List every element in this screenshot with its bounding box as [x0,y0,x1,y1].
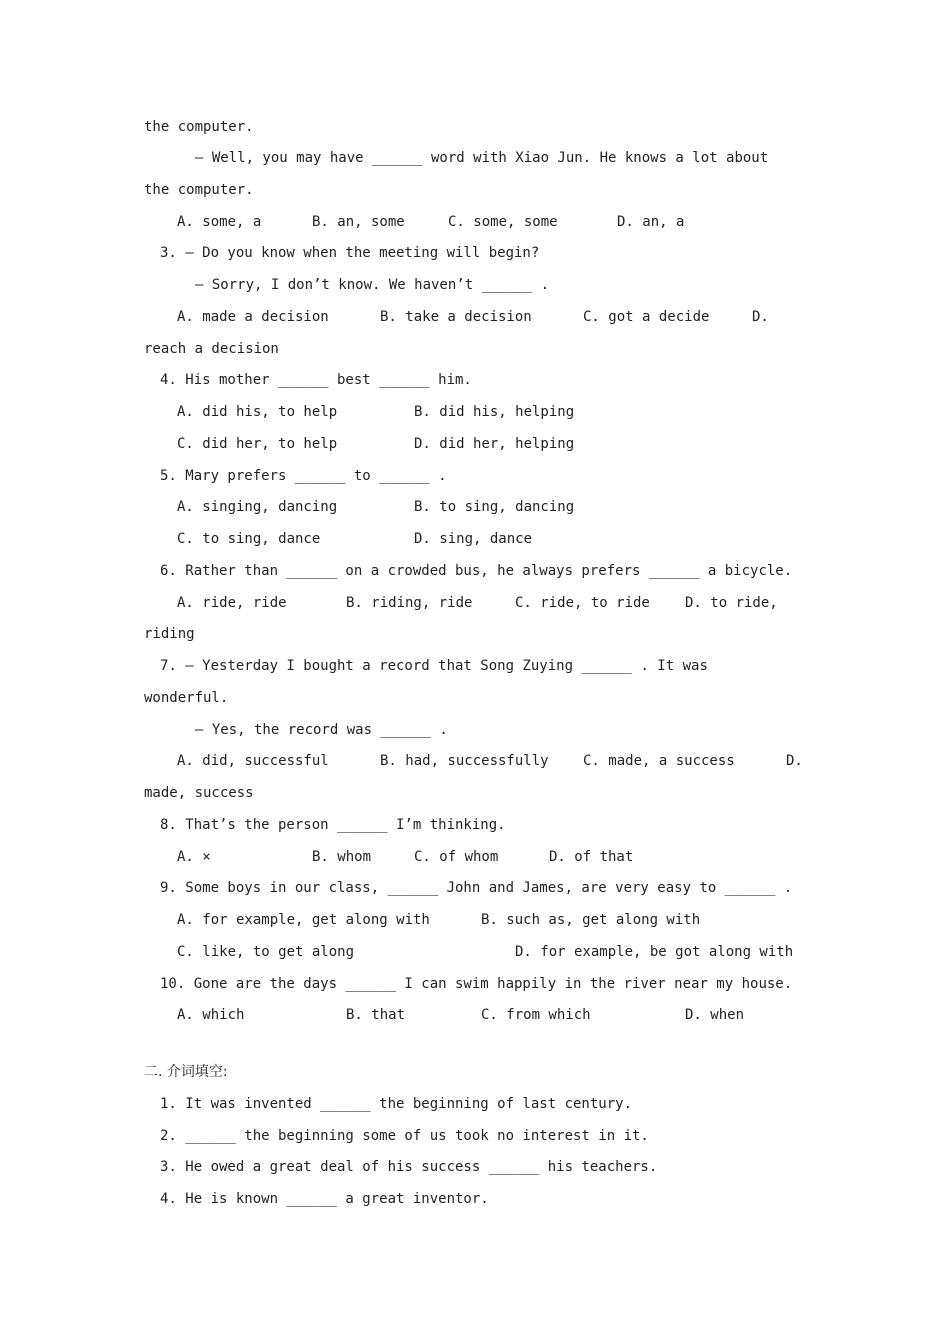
q2-option-c: C. some, some [448,214,558,230]
q3-option-c: C. got a decide [583,309,710,325]
q3-reply: — Sorry, I don’t know. We haven’t ______ . [195,277,550,293]
q7-option-d-text: made, success [144,785,254,801]
q6-option-d-label: D. to ride, [685,595,778,611]
q7-reply: — Yes, the record was ______ . [195,722,448,738]
q2-reply-line1: — Well, you may have ______ word with Xiao Jun. He knows a lot about [195,150,769,166]
q9-option-d: D. for example, be got along with [515,944,794,960]
q5-option-c: C. to sing, dance [177,531,321,547]
q5-option-b: B. to sing, dancing [414,499,575,515]
q10-option-a: A. which [177,1007,245,1023]
q3-option-b: B. take a decision [380,309,532,325]
q6-option-c: C. ride, to ride [515,595,650,611]
section2-q2: 2. ______ the beginning some of us took no interest in it. [160,1128,649,1144]
q4-option-b: B. did his, helping [414,404,575,420]
q9-stem: 9. Some boys in our class, ______ John and James, are very easy to ______ . [160,880,793,896]
q8-option-d: D. of that [549,849,634,865]
q3-option-d-label: D. [752,309,769,325]
section2-heading: 二. 介词填空: [144,1064,228,1080]
q2-stem-tail: the computer. [144,119,254,135]
q2-option-d: D. an, a [617,214,685,230]
section2-q4: 4. He is known ______ a great inventor. [160,1191,489,1207]
q6-option-d-text: riding [144,626,195,642]
q7-option-c: C. made, a success [583,753,735,769]
q2-option-a: A. some, a [177,214,262,230]
q3-stem: 3. — Do you know when the meeting will begin? [160,245,540,261]
q2-option-b: B. an, some [312,214,405,230]
q7-option-a: A. did, successful [177,753,329,769]
q8-stem: 8. That’s the person ______ I’m thinking. [160,817,506,833]
q5-stem: 5. Mary prefers ______ to ______ . [160,468,447,484]
q10-option-b: B. that [346,1007,406,1023]
q5-option-d: D. sing, dance [414,531,533,547]
q7-stem-line1: 7. — Yesterday I bought a record that Song Zuying ______ . It was [160,658,708,674]
q5-option-a: A. singing, dancing [177,499,338,515]
q3-option-a: A. made a decision [177,309,329,325]
q6-option-b: B. riding, ride [346,595,473,611]
q10-stem: 10. Gone are the days ______ I can swim happily in the river near my house. [160,976,793,992]
q4-stem: 4. His mother ______ best ______ him. [160,372,472,388]
q6-stem: 6. Rather than ______ on a crowded bus, he always prefers ______ a bicycle. [160,563,793,579]
q4-option-a: A. did his, to help [177,404,338,420]
q4-option-d: D. did her, helping [414,436,575,452]
q9-option-b: B. such as, get along with [481,912,701,928]
q10-option-d: D. when [685,1007,745,1023]
q4-option-c: C. did her, to help [177,436,338,452]
q8-option-c: C. of whom [414,849,499,865]
q7-stem-line2: wonderful. [144,690,229,706]
q7-option-d-label: D. [786,753,803,769]
section2-q1: 1. It was invented ______ the beginning of last century. [160,1096,633,1112]
q9-option-a: A. for example, get along with [177,912,430,928]
q3-option-d-text: reach a decision [144,341,279,357]
q6-option-a: A. ride, ride [177,595,287,611]
q7-option-b: B. had, successfully [380,753,549,769]
q10-option-c: C. from which [481,1007,591,1023]
q8-option-b: B. whom [312,849,372,865]
section2-q3: 3. He owed a great deal of his success ______ his teachers. [160,1159,658,1175]
q2-reply-line2: the computer. [144,182,254,198]
q9-option-c: C. like, to get along [177,944,355,960]
q8-option-a: A. × [177,849,211,865]
